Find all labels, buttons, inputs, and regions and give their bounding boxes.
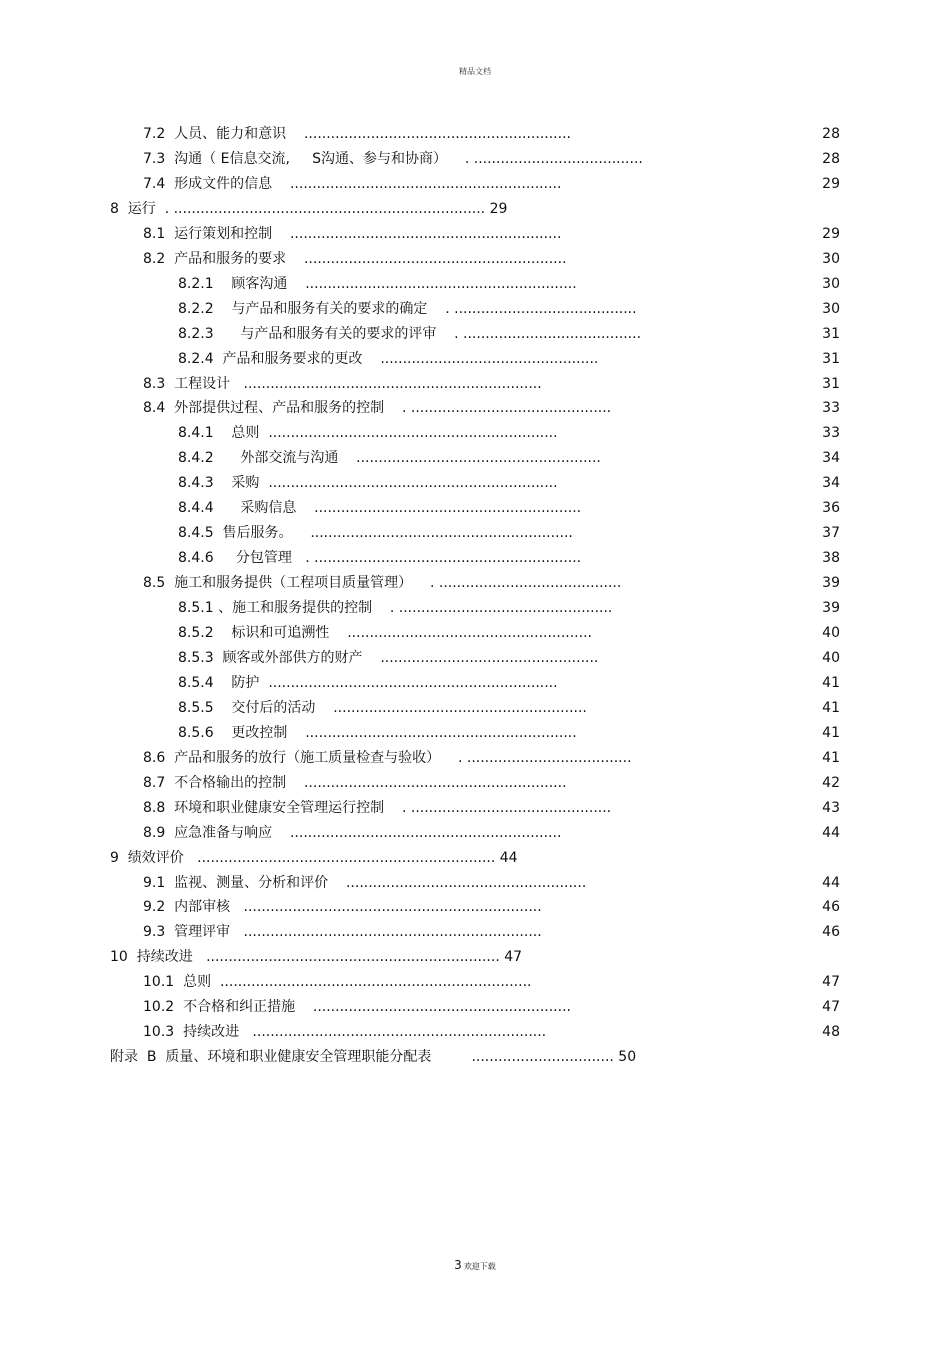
toc-page-number: 33 xyxy=(822,425,840,442)
toc-page-number: 28 xyxy=(822,150,840,167)
toc-entry[interactable]: 9 绩效评价 ................................................................... 44 xyxy=(110,849,518,866)
toc-page-number: 47 xyxy=(822,974,840,991)
toc-page-number: 31 xyxy=(822,375,840,392)
toc-page-number: 43 xyxy=(822,799,840,816)
toc-page-number: 46 xyxy=(822,924,840,941)
toc-page-number: 30 xyxy=(822,275,840,292)
toc-entry[interactable]: 8.3 工程设计 ................................................................... xyxy=(143,375,542,392)
toc-page-number: 31 xyxy=(822,350,840,367)
toc-entry[interactable]: 8.2.2 与产品和服务有关的要求的确定 . ......................................... xyxy=(178,300,637,317)
toc-page-number: 34 xyxy=(822,450,840,467)
toc-page-number: 29 xyxy=(822,225,840,242)
toc-page-number: 41 xyxy=(822,724,840,741)
toc-entry[interactable]: 8.4.5 售后服务。 ........................................................... xyxy=(178,525,573,542)
toc-entry[interactable]: 9.2 内部审核 ................................................................... xyxy=(143,899,542,916)
toc-entry[interactable]: 10.1 总则 ...................................................................... xyxy=(143,974,532,991)
toc-page-number: 30 xyxy=(822,300,840,317)
toc-page-number: 41 xyxy=(822,699,840,716)
toc-entry[interactable]: 8.5.1 、施工和服务提供的控制 . ................................................ xyxy=(178,600,613,617)
toc-entry[interactable]: 8.5.3 顾客或外部供方的财产 ................................................. xyxy=(178,649,599,666)
toc-page-number xyxy=(760,1047,840,1067)
toc-entry[interactable]: 9.1 监视、测量、分析和评价 ...................................................... xyxy=(143,874,587,891)
toc-entry[interactable]: 8.1 运行策划和控制 ............................................................. xyxy=(143,225,562,242)
toc-entry[interactable]: 附录 B 质量、环境和职业健康安全管理职能分配表 ................................ 50 xyxy=(110,1049,637,1066)
toc-entry[interactable]: 10 持续改进 .................................................................. 47 xyxy=(110,949,523,966)
toc-entry[interactable]: 8.9 应急准备与响应 ............................................................. xyxy=(143,824,562,841)
toc-page-number: 47 xyxy=(822,999,840,1016)
toc-entry[interactable]: 9.3 管理评审 ................................................................... xyxy=(143,924,542,941)
toc-entry[interactable]: 8.4 外部提供过程、产品和服务的控制 . ............................................. xyxy=(143,400,612,417)
toc-entry[interactable]: 7.3 沟通（ E信息交流, S沟通、参与和协商） . ...................................... xyxy=(143,150,643,167)
toc-entry[interactable]: 10.3 持续改进 .................................................................. xyxy=(143,1024,547,1041)
toc-entry[interactable]: 8.4.3 采购 ................................................................. xyxy=(178,475,558,492)
toc-page-number: 41 xyxy=(822,674,840,691)
toc-entry[interactable]: 8.4.4 采购信息 ............................................................ xyxy=(178,500,582,517)
toc-page-number: 34 xyxy=(822,475,840,492)
toc-page-number xyxy=(760,199,840,219)
toc-page-number: 39 xyxy=(822,600,840,617)
toc-page-number: 29 xyxy=(822,175,840,192)
toc-page-number: 30 xyxy=(822,250,840,267)
toc-entry[interactable]: 8 运行 . ...................................................................... 29 xyxy=(110,200,508,217)
toc-entry[interactable]: 8.2.3 与产品和服务有关的要求的评审 . ........................................ xyxy=(178,325,642,342)
toc-entry[interactable]: 8.2 产品和服务的要求 ........................................................... xyxy=(143,250,567,267)
toc-page-number: 39 xyxy=(822,575,840,592)
toc-page-number: 48 xyxy=(822,1024,840,1041)
toc-page-number: 36 xyxy=(822,500,840,517)
toc-page-number: 41 xyxy=(822,749,840,766)
toc-entry[interactable]: 8.4.1 总则 ................................................................. xyxy=(178,425,558,442)
toc-page-number: 44 xyxy=(822,824,840,841)
toc-entry[interactable]: 8.2.1 顾客沟通 ............................................................. xyxy=(178,275,577,292)
toc-page-number: 42 xyxy=(822,774,840,791)
toc-entry[interactable]: 8.7 不合格输出的控制 ........................................................... xyxy=(143,774,567,791)
toc-entry[interactable]: 8.5.5 交付后的活动 ......................................................... xyxy=(178,699,587,716)
toc-page-number: 44 xyxy=(822,874,840,891)
toc-page-number: 33 xyxy=(822,400,840,417)
toc-page-number: 40 xyxy=(822,649,840,666)
toc-page-number: 46 xyxy=(822,899,840,916)
toc-page-number xyxy=(760,848,840,868)
footer-text: 欢迎下载 xyxy=(463,1262,496,1271)
toc-entry[interactable]: 10.2 不合格和纠正措施 .......................................................... xyxy=(143,999,571,1016)
toc-page-number: 31 xyxy=(822,325,840,342)
toc-entry[interactable]: 8.4.2 外部交流与沟通 ....................................................... xyxy=(178,450,601,467)
page-header: 精品文档 xyxy=(459,67,491,76)
toc-page-number: 38 xyxy=(822,550,840,567)
toc-entry[interactable]: 8.5.2 标识和可追溯性 ....................................................... xyxy=(178,625,592,641)
toc-entry[interactable]: 8.5 施工和服务提供（工程项目质量管理） . ......................................... xyxy=(143,575,622,592)
toc-page-number xyxy=(760,947,840,967)
toc-page-number: 37 xyxy=(822,525,840,542)
toc-entry[interactable]: 8.2.4 产品和服务要求的更改 ................................................. xyxy=(178,350,599,367)
toc-entry[interactable]: 8.8 环境和职业健康安全管理运行控制 . ............................................. xyxy=(143,799,612,816)
toc-entry[interactable]: 7.2 人员、能力和意识 ............................................................ xyxy=(143,126,571,142)
toc-entry[interactable]: 8.6 产品和服务的放行（施工质量检查与验收） . ..................................... xyxy=(143,749,632,766)
toc-entry[interactable]: 8.5.6 更改控制 ............................................................. xyxy=(178,724,577,741)
page-number: 3 xyxy=(454,1258,462,1272)
toc-entry[interactable]: 7.4 形成文件的信息 ............................................................. xyxy=(143,175,562,192)
toc-entry[interactable]: 8.5.4 防护 ................................................................. xyxy=(178,674,558,691)
toc-entry[interactable]: 8.4.6 分包管理 . ............................................................ xyxy=(178,550,582,567)
toc-page-number: 40 xyxy=(822,625,840,641)
page-footer xyxy=(0,1258,950,1272)
toc-page-number: 28 xyxy=(822,126,840,142)
